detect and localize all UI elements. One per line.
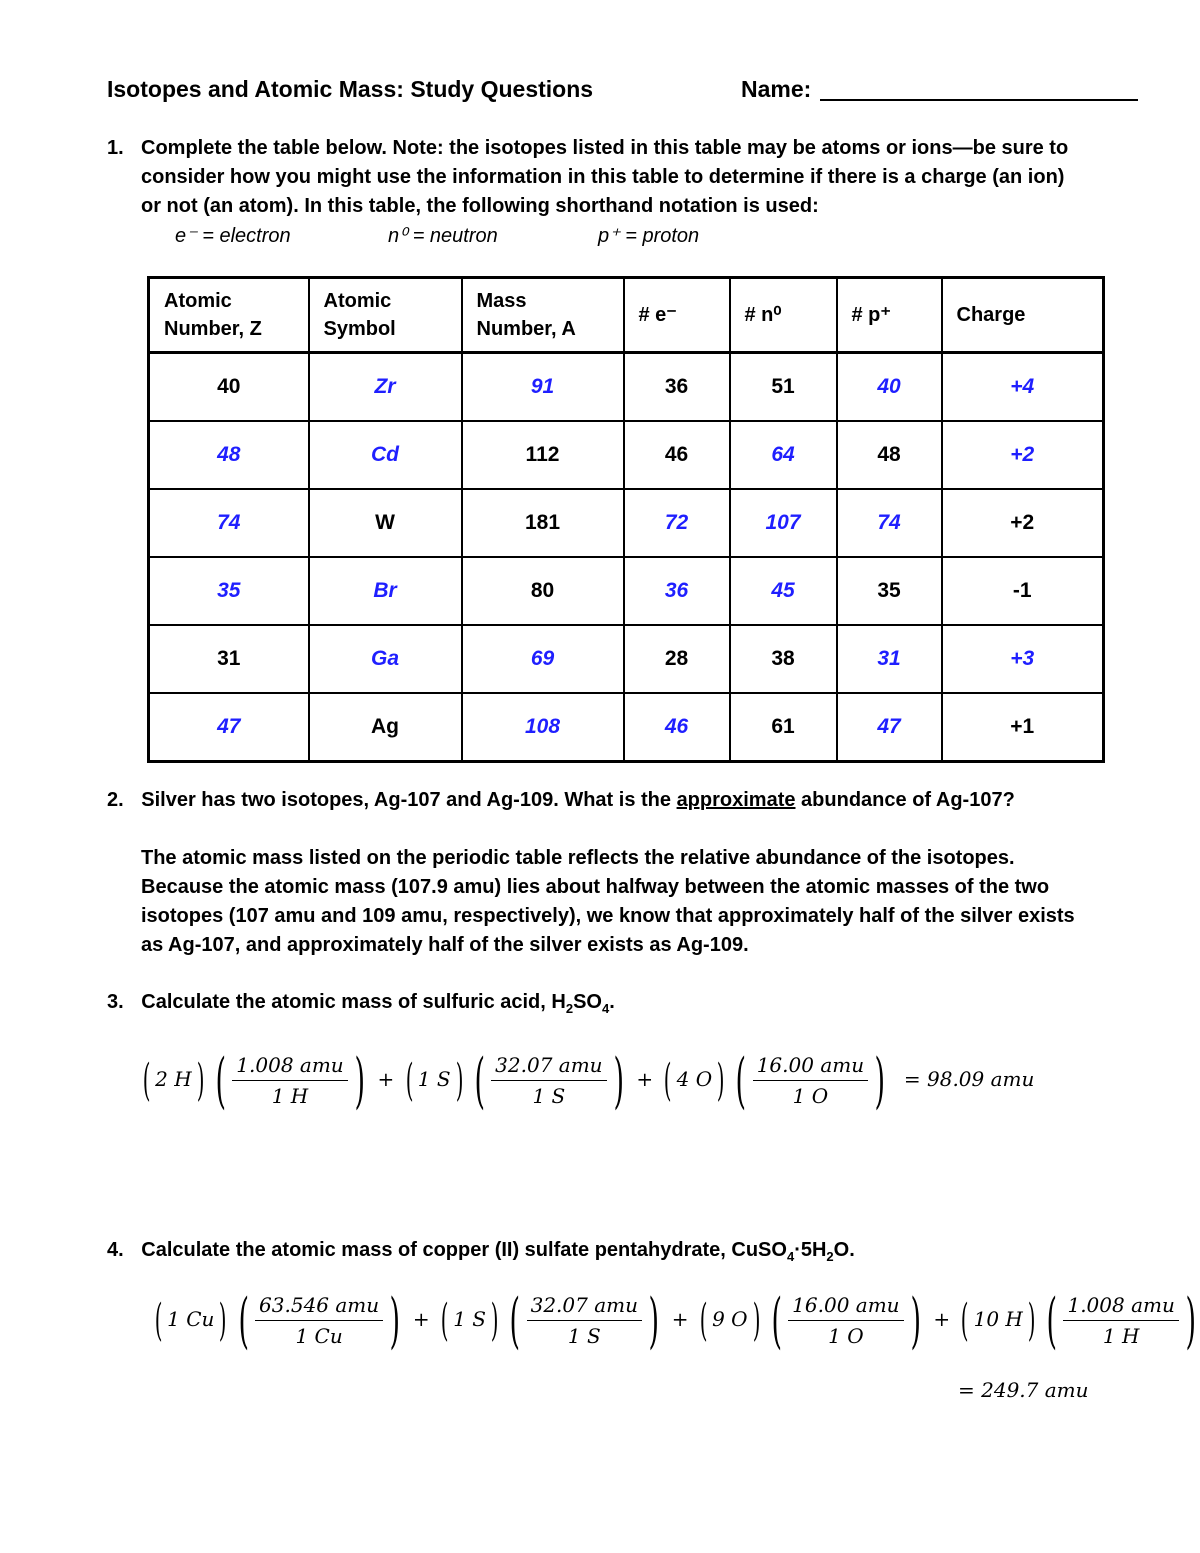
table-cell: 28 (624, 625, 730, 693)
question-1 (107, 134, 1107, 224)
header-line: Symbol (323, 318, 396, 340)
question-3 (107, 988, 615, 1023)
table-cell: 46 (624, 421, 730, 489)
table-cell: 47 (149, 693, 309, 762)
question-number: 2. (107, 789, 124, 811)
question-2-underlined: approximate (676, 789, 796, 811)
answer-line: Because the atomic mass (107.9 amu) lies about halfway between the atomic masses of the two (141, 876, 1050, 898)
coefficient: 4 O (676, 1067, 713, 1091)
table-cell: Br (309, 557, 462, 625)
table-cell: Ga (309, 625, 462, 693)
header-line: Atomic (323, 290, 392, 312)
table-cell: 108 (462, 693, 624, 762)
table-cell: 46 (624, 693, 730, 762)
question-2-text-after: abundance of Ag-107? (795, 789, 1015, 811)
numerator: 32.07 amu (491, 1050, 606, 1081)
question-number: 3. (107, 991, 124, 1013)
question-3-text-mid: SO (573, 991, 602, 1013)
header-line: # e⁻ (638, 304, 677, 326)
fraction (255, 1290, 383, 1351)
table-cell: Zr (309, 353, 462, 422)
table-header-row (149, 278, 1104, 353)
subscript: 2 (565, 1001, 574, 1016)
numerator: 63.546 amu (255, 1290, 383, 1321)
table-cell: 36 (624, 353, 730, 422)
header-line: Mass (476, 290, 527, 312)
table-cell: 91 (462, 353, 624, 422)
fraction (1063, 1290, 1178, 1351)
denominator: 1 Cu (295, 1324, 343, 1348)
denominator: 1 S (567, 1324, 601, 1348)
header-line: Number, A (476, 318, 576, 340)
column-header (149, 278, 309, 353)
equation-copper-sulfate: ( 1 Cu ) ( $\frac{\text{63.546 amu}}{1 Cu}$ ) + ( 1 S ) ( $\frac{\text{32.07 amu}}{1 S}$ ) + ( 9 O ) ( $\frac{\text{16.00 amu}}{1 O}$ ) + ( 10 H ) ( $\frac{\text{1.008 amu}}{1 H}$ ) (154, 1285, 1196, 1356)
name-blank-line (820, 99, 1138, 101)
question-2-text-before: Silver has two isotopes, Ag-107 and Ag-109. What is the (141, 789, 677, 811)
table-cell: 51 (730, 353, 837, 422)
table-cell: Cd (309, 421, 462, 489)
fraction (491, 1050, 606, 1111)
coefficient: 1 S (453, 1307, 487, 1331)
table-cell: +3 (942, 625, 1104, 693)
coefficient: 1 S (417, 1067, 451, 1091)
question-number: 4. (107, 1239, 124, 1261)
coefficient: 9 O (712, 1307, 748, 1331)
question-2-answer (141, 844, 1121, 960)
question-4-text-end: O. (833, 1239, 855, 1261)
question-1-line-2: consider how you might use the information in this table to determine if there is a charge (an ion) (141, 166, 1065, 188)
numerator: 32.07 amu (527, 1290, 642, 1321)
table-cell: 181 (462, 489, 624, 557)
answer-line: The atomic mass listed on the periodic table reflects the relative abundance of the isotopes. (141, 847, 1015, 869)
question-4-text: Calculate the atomic mass of copper (II) sulfate pentahydrate, CuSO (141, 1239, 787, 1261)
table-cell: 80 (462, 557, 624, 625)
coefficient: 1 Cu (167, 1307, 215, 1331)
numerator: 1.008 amu (1063, 1290, 1178, 1321)
table-row (149, 625, 1104, 693)
table-cell: 40 (837, 353, 942, 422)
legend-proton: p⁺ = proton (598, 225, 700, 247)
question-3-text-end: . (609, 991, 615, 1013)
question-3-text: Calculate the atomic mass of sulfuric acid, H (141, 991, 566, 1013)
header-line: Charge (956, 304, 1026, 326)
isotope-table (147, 276, 1105, 763)
column-header (730, 278, 837, 353)
answer-line: as Ag-107, and approximately half of the silver exists as Ag-109. (141, 934, 749, 956)
table-cell: 72 (624, 489, 730, 557)
column-header (462, 278, 624, 353)
subscript: 2 (826, 1249, 834, 1264)
table-cell: 36 (624, 557, 730, 625)
table-cell: 47 (837, 693, 942, 762)
table-cell: 31 (837, 625, 942, 693)
numerator: 16.00 amu (753, 1050, 868, 1081)
table-row (149, 353, 1104, 422)
legend-neutron: n⁰ = neutron (388, 225, 498, 247)
header-line: Number, Z (164, 318, 262, 340)
question-number: 1. (107, 137, 124, 159)
table-row (149, 693, 1104, 762)
table-cell: +1 (942, 693, 1104, 762)
table-row (149, 489, 1104, 557)
table-cell: Ag (309, 693, 462, 762)
table-cell: W (309, 489, 462, 557)
coefficient: 2 H (155, 1067, 192, 1091)
table-cell: -1 (942, 557, 1104, 625)
fraction (232, 1050, 347, 1111)
subscript: 4 (786, 1249, 795, 1264)
legend-electron: e⁻ = electron (175, 225, 291, 247)
table-cell: +2 (942, 421, 1104, 489)
table-cell: 74 (837, 489, 942, 557)
denominator: 1 O (828, 1324, 864, 1348)
fraction (527, 1290, 642, 1351)
denominator: 1 H (271, 1084, 309, 1108)
table-cell: 61 (730, 693, 837, 762)
subscript: 4 (601, 1001, 610, 1016)
column-header (837, 278, 942, 353)
table-cell: 40 (149, 353, 309, 422)
name-label: Name: (741, 76, 812, 102)
table-cell: 48 (837, 421, 942, 489)
header-line: # n⁰ (744, 304, 782, 326)
table-cell: 112 (462, 421, 624, 489)
column-header (942, 278, 1104, 353)
question-1-line-1: Complete the table below. Note: the isotopes listed in this table may be atoms or ions—be sure to (141, 137, 1069, 159)
table-cell: 35 (837, 557, 942, 625)
worksheet-title: Isotopes and Atomic Mass: Study Questions (107, 76, 594, 102)
table-cell: 48 (149, 421, 309, 489)
table-cell: +2 (942, 489, 1104, 557)
table-cell: 38 (730, 625, 837, 693)
table-row (149, 557, 1104, 625)
column-header (309, 278, 462, 353)
header-line: Atomic (164, 290, 232, 312)
table-cell: 35 (149, 557, 309, 625)
fraction (753, 1050, 868, 1111)
question-4 (107, 1236, 855, 1271)
numerator: 1.008 amu (232, 1050, 347, 1081)
question-1-line-3: or not (an atom). In this table, the following shorthand notation is used: (141, 195, 819, 217)
answer-line: isotopes (107 amu and 109 amu, respectively), we know that approximately half of the silver exists (141, 905, 1075, 927)
denominator: 1 O (792, 1084, 829, 1108)
denominator: 1 H (1102, 1324, 1140, 1348)
table-cell: 74 (149, 489, 309, 557)
equation-result: = 98.09 amu (903, 1067, 1035, 1091)
table-row (149, 421, 1104, 489)
table-cell: 64 (730, 421, 837, 489)
table-cell: +4 (942, 353, 1104, 422)
question-4-text-mid: ·5H (794, 1239, 827, 1261)
column-header (624, 278, 730, 353)
denominator: 1 S (532, 1084, 566, 1108)
table-body (149, 353, 1104, 762)
fraction (788, 1290, 903, 1351)
equation-sulfuric-acid: ( 2 H ) ( $\frac{\text{1.008 amu}}{1 H}$ ) + ( 1 S ) ( $\frac{\text{32.07 amu}}{1 S}$ ) + ( 4 O ) ( $\frac{\text{16.00 amu}}{1 O}$ ) = 98.09 amu (142, 1045, 1035, 1116)
numerator: 16.00 amu (788, 1290, 903, 1321)
table-cell: 31 (149, 625, 309, 693)
equation-result: = 249.7 amu (958, 1378, 1089, 1402)
coefficient: 10 H (973, 1307, 1023, 1331)
question-2 (107, 786, 1015, 815)
table-cell: 69 (462, 625, 624, 693)
header-line: # p⁺ (851, 304, 891, 326)
table-cell: 107 (730, 489, 837, 557)
table-cell: 45 (730, 557, 837, 625)
